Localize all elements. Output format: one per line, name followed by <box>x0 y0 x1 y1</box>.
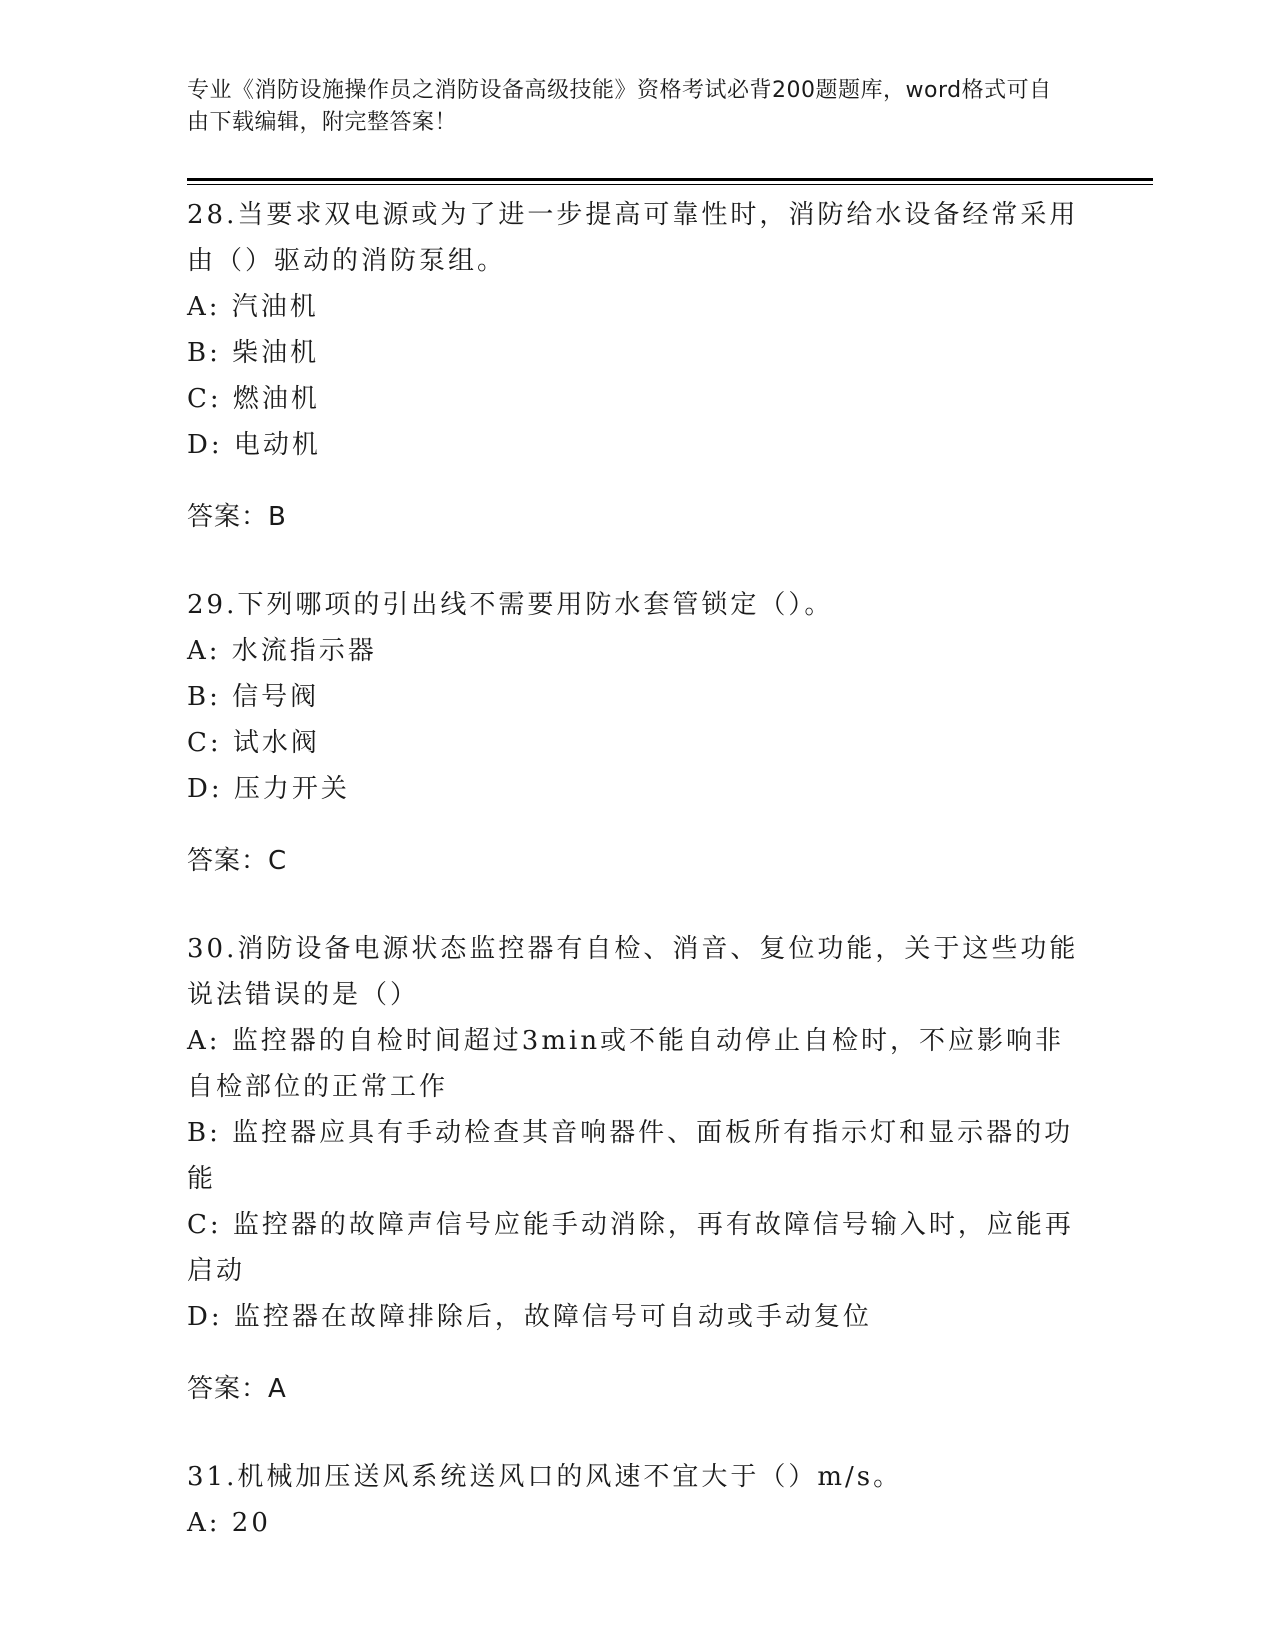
document-header: 专业《消防设施操作员之消防设备高级技能》资格考试必背200题题库，word格式可自由下载编辑，附完整答案！ <box>187 78 1052 135</box>
question-31 <box>187 1454 1087 1546</box>
option-d: D: 电动机 <box>187 430 321 460</box>
option-c: C: 试水阀 <box>187 728 320 758</box>
header-divider-thin <box>187 184 1153 185</box>
question-stem: 31.机械加压送风系统送风口的风速不宜大于（）m/s。 <box>187 1462 903 1492</box>
option-c: C: 监控器的故障声信号应能手动消除，再有故障信号输入时，应能再启动 <box>187 1210 1074 1286</box>
option-a: A: 汽油机 <box>187 292 319 322</box>
option-b: B: 信号阀 <box>187 682 320 712</box>
option-b: B: 柴油机 <box>187 338 320 368</box>
option-a: A: 20 <box>187 1508 271 1538</box>
option-a: A: 监控器的自检时间超过3min或不能自动停止自检时，不应影响非自检部位的正常工作 <box>187 1026 1065 1102</box>
question-stem: 29.下列哪项的引出线不需要用防水套管锁定（）。 <box>187 590 834 620</box>
question-stem: 28.当要求双电源或为了进一步提高可靠性时，消防给水设备经常采用由（）驱动的消防泵组。 <box>187 200 1079 276</box>
option-d: D: 压力开关 <box>187 774 350 804</box>
question-stem: 30.消防设备电源状态监控器有自检、消音、复位功能，关于这些功能说法错误的是（） <box>187 934 1079 1010</box>
option-b: B: 监控器应具有手动检查其音响器件、面板所有指示灯和显示器的功能 <box>187 1118 1074 1194</box>
answer-label: 答案：C <box>187 846 288 876</box>
option-c: C: 燃油机 <box>187 384 320 414</box>
option-a: A: 水流指示器 <box>187 636 377 666</box>
question-30 <box>187 926 1087 1412</box>
header-divider-thick <box>187 178 1153 181</box>
option-d: D: 监控器在故障排除后，故障信号可自动或手动复位 <box>187 1302 872 1332</box>
question-29 <box>187 582 1087 884</box>
answer-label: 答案：A <box>187 1374 287 1404</box>
question-list <box>187 192 1087 1588</box>
question-28 <box>187 192 1087 540</box>
answer-label: 答案：B <box>187 502 287 532</box>
